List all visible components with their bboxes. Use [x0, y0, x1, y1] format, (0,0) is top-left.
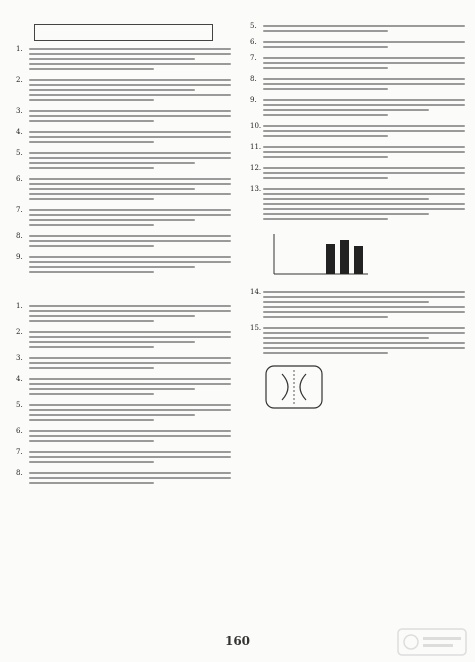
answer-item-text	[263, 22, 465, 35]
answer-list	[250, 288, 465, 357]
text-line-placeholder	[29, 89, 195, 91]
text-line-placeholder	[263, 332, 465, 334]
text-line-placeholder	[263, 218, 388, 220]
answer-item-text	[29, 328, 231, 351]
answer-item-text	[29, 375, 231, 398]
text-line-placeholder	[263, 83, 465, 85]
text-line-placeholder	[29, 219, 195, 221]
text-line-placeholder	[29, 378, 231, 380]
text-line-placeholder	[29, 430, 231, 432]
answer-item	[16, 375, 231, 398]
text-line-placeholder	[29, 141, 154, 143]
answer-item-text	[29, 149, 231, 172]
text-line-placeholder	[29, 266, 195, 268]
answer-item-number: 11.	[250, 143, 262, 151]
text-line-placeholder	[263, 208, 465, 210]
answer-item-text	[29, 469, 231, 487]
text-line-placeholder	[29, 383, 231, 385]
text-line-placeholder	[263, 311, 465, 313]
text-line-placeholder	[29, 152, 231, 154]
answer-item	[250, 164, 465, 182]
answer-item-number: 1.	[16, 302, 23, 310]
answer-item-number: 1.	[16, 45, 23, 53]
answer-item-number: 6.	[16, 427, 23, 435]
text-line-placeholder	[29, 115, 231, 117]
answer-item-text	[263, 54, 465, 72]
text-line-placeholder	[263, 342, 465, 344]
text-line-placeholder	[263, 30, 388, 32]
text-line-placeholder	[29, 63, 231, 65]
text-line-placeholder	[29, 404, 231, 406]
answer-item	[16, 107, 231, 125]
answer-list	[16, 45, 231, 276]
answer-item-text	[263, 164, 465, 182]
text-line-placeholder	[29, 183, 231, 185]
answer-item-text	[263, 324, 465, 357]
answer-item	[250, 122, 465, 140]
text-line-placeholder	[263, 78, 465, 80]
answer-item-text	[29, 302, 231, 325]
text-line-placeholder	[263, 125, 465, 127]
text-line-placeholder	[29, 357, 231, 359]
answer-item	[16, 427, 231, 445]
answer-item-number: 8.	[16, 232, 23, 240]
text-line-placeholder	[263, 352, 388, 354]
answer-item	[16, 253, 231, 276]
answer-item-number: 8.	[250, 75, 257, 83]
text-line-placeholder	[29, 157, 231, 159]
text-line-placeholder	[263, 57, 465, 59]
answer-item-number: 9.	[16, 253, 23, 261]
text-line-placeholder	[29, 440, 154, 442]
text-line-placeholder	[29, 68, 154, 70]
text-line-placeholder	[29, 240, 231, 242]
text-line-placeholder	[29, 409, 231, 411]
answer-item	[250, 185, 465, 223]
text-line-placeholder	[263, 347, 465, 349]
page-number: 160	[224, 634, 251, 648]
text-line-placeholder	[263, 198, 429, 200]
answer-item-text	[29, 76, 231, 104]
text-line-placeholder	[263, 109, 429, 111]
answer-item-number: 4.	[16, 375, 23, 383]
answer-item-number: 10.	[250, 122, 262, 130]
cell-diagram-figure	[264, 364, 324, 410]
left-column	[16, 22, 231, 490]
text-line-placeholder	[263, 46, 388, 48]
text-line-placeholder	[29, 162, 195, 164]
answer-item	[250, 75, 465, 93]
text-line-placeholder	[29, 362, 231, 364]
text-line-placeholder	[263, 156, 388, 158]
answer-item	[16, 76, 231, 104]
answer-item	[16, 232, 231, 250]
text-line-placeholder	[263, 135, 388, 137]
text-line-placeholder	[263, 99, 465, 101]
answer-item	[250, 288, 465, 321]
text-line-placeholder	[263, 213, 429, 215]
answer-item	[250, 22, 465, 35]
answer-item	[16, 302, 231, 325]
text-line-placeholder	[263, 25, 465, 27]
text-line-placeholder	[29, 456, 231, 458]
text-line-placeholder	[29, 341, 195, 343]
answer-item-number: 13.	[250, 185, 262, 193]
text-line-placeholder	[263, 114, 388, 116]
answer-item-number: 6.	[250, 38, 257, 46]
text-line-placeholder	[29, 224, 154, 226]
answer-item	[250, 96, 465, 119]
text-line-placeholder	[29, 84, 231, 86]
answer-item-text	[29, 253, 231, 276]
section-banner	[34, 24, 213, 41]
answer-item	[250, 143, 465, 161]
text-line-placeholder	[29, 99, 154, 101]
text-line-placeholder	[29, 472, 231, 474]
text-line-placeholder	[29, 393, 154, 395]
answer-item-text	[29, 448, 231, 466]
answer-item	[16, 149, 231, 172]
bar-chart-figure	[264, 230, 374, 280]
answer-item-number: 2.	[16, 76, 23, 84]
text-line-placeholder	[29, 336, 231, 338]
right-column	[250, 22, 465, 418]
answer-item-number: 14.	[250, 288, 262, 296]
answer-item-text	[29, 354, 231, 372]
text-line-placeholder	[29, 256, 231, 258]
answer-item	[250, 38, 465, 51]
text-line-placeholder	[263, 167, 465, 169]
chart-bar	[326, 244, 335, 274]
text-line-placeholder	[29, 167, 154, 169]
text-line-placeholder	[263, 301, 429, 303]
text-line-placeholder	[29, 188, 195, 190]
text-line-placeholder	[263, 291, 465, 293]
answer-item-number: 12.	[250, 164, 262, 172]
chart-bar	[354, 246, 363, 274]
answer-item-number: 7.	[16, 206, 23, 214]
text-line-placeholder	[29, 271, 154, 273]
answer-item-text	[263, 122, 465, 140]
text-line-placeholder	[29, 305, 231, 307]
answer-item-number: 5.	[16, 401, 23, 409]
text-line-placeholder	[29, 193, 231, 195]
text-line-placeholder	[29, 435, 231, 437]
text-line-placeholder	[263, 151, 465, 153]
text-line-placeholder	[29, 451, 231, 453]
text-line-placeholder	[263, 188, 465, 190]
answer-item-number: 15.	[250, 324, 262, 332]
answer-item-text	[263, 75, 465, 93]
text-line-placeholder	[263, 104, 465, 106]
text-line-placeholder	[263, 172, 465, 174]
text-line-placeholder	[29, 320, 154, 322]
answer-item	[16, 45, 231, 73]
answer-item-text	[29, 232, 231, 250]
text-line-placeholder	[263, 130, 465, 132]
text-line-placeholder	[29, 414, 195, 416]
answer-item	[16, 128, 231, 146]
answer-item	[16, 401, 231, 424]
text-line-placeholder	[263, 337, 429, 339]
text-line-placeholder	[29, 477, 231, 479]
chart-bar	[340, 240, 349, 274]
text-line-placeholder	[263, 193, 465, 195]
text-line-placeholder	[263, 146, 465, 148]
answer-item-text	[263, 96, 465, 119]
answer-item	[250, 54, 465, 72]
answer-list	[250, 22, 465, 223]
answer-item-text	[29, 128, 231, 146]
answer-item	[16, 469, 231, 487]
answer-item-text	[29, 107, 231, 125]
answer-item	[16, 328, 231, 351]
answer-item	[250, 324, 465, 357]
text-line-placeholder	[29, 178, 231, 180]
text-line-placeholder	[263, 306, 465, 308]
text-line-placeholder	[263, 296, 465, 298]
answer-item-text	[263, 38, 465, 51]
text-line-placeholder	[29, 310, 231, 312]
text-line-placeholder	[29, 131, 231, 133]
answer-item	[16, 206, 231, 229]
text-line-placeholder	[263, 327, 465, 329]
answer-item	[16, 175, 231, 203]
text-line-placeholder	[263, 88, 388, 90]
text-line-placeholder	[29, 235, 231, 237]
text-line-placeholder	[29, 214, 231, 216]
answer-item-text	[29, 427, 231, 445]
answer-item-number: 6.	[16, 175, 23, 183]
text-line-placeholder	[263, 41, 465, 43]
text-line-placeholder	[29, 261, 231, 263]
text-line-placeholder	[29, 419, 154, 421]
text-line-placeholder	[29, 346, 154, 348]
text-line-placeholder	[263, 62, 465, 64]
answer-item	[16, 448, 231, 466]
text-line-placeholder	[29, 331, 231, 333]
answer-item-text	[263, 143, 465, 161]
section-heading	[16, 282, 231, 298]
answer-item-number: 3.	[16, 107, 23, 115]
text-line-placeholder	[29, 94, 231, 96]
text-line-placeholder	[29, 58, 195, 60]
text-line-placeholder	[29, 120, 154, 122]
text-line-placeholder	[29, 461, 154, 463]
text-line-placeholder	[29, 388, 195, 390]
answer-item-number: 4.	[16, 128, 23, 136]
answer-item	[16, 354, 231, 372]
text-line-placeholder	[29, 110, 231, 112]
answer-item-number: 9.	[250, 96, 257, 104]
answer-item-number: 7.	[250, 54, 257, 62]
text-line-placeholder	[29, 209, 231, 211]
text-line-placeholder	[29, 315, 195, 317]
answer-item-number: 3.	[16, 354, 23, 362]
answer-item-number: 8.	[16, 469, 23, 477]
text-line-placeholder	[29, 198, 154, 200]
text-line-placeholder	[29, 48, 231, 50]
answer-item-text	[263, 185, 465, 223]
text-line-placeholder	[263, 67, 388, 69]
answer-item-number: 5.	[250, 22, 257, 30]
text-line-placeholder	[263, 177, 388, 179]
text-line-placeholder	[263, 203, 465, 205]
text-line-placeholder	[29, 136, 231, 138]
text-line-placeholder	[29, 245, 154, 247]
text-line-placeholder	[29, 367, 154, 369]
answer-item-number: 2.	[16, 328, 23, 336]
answer-item-text	[29, 175, 231, 203]
answer-item-text	[29, 45, 231, 73]
watermark-logo	[397, 628, 467, 656]
answer-item-text	[29, 401, 231, 424]
text-line-placeholder	[29, 79, 231, 81]
answer-item-number: 5.	[16, 149, 23, 157]
answer-list	[16, 302, 231, 487]
answer-item-text	[263, 288, 465, 321]
text-line-placeholder	[263, 316, 388, 318]
text-line-placeholder	[29, 53, 231, 55]
answer-item-text	[29, 206, 231, 229]
text-line-placeholder	[29, 482, 154, 484]
answer-item-number: 7.	[16, 448, 23, 456]
